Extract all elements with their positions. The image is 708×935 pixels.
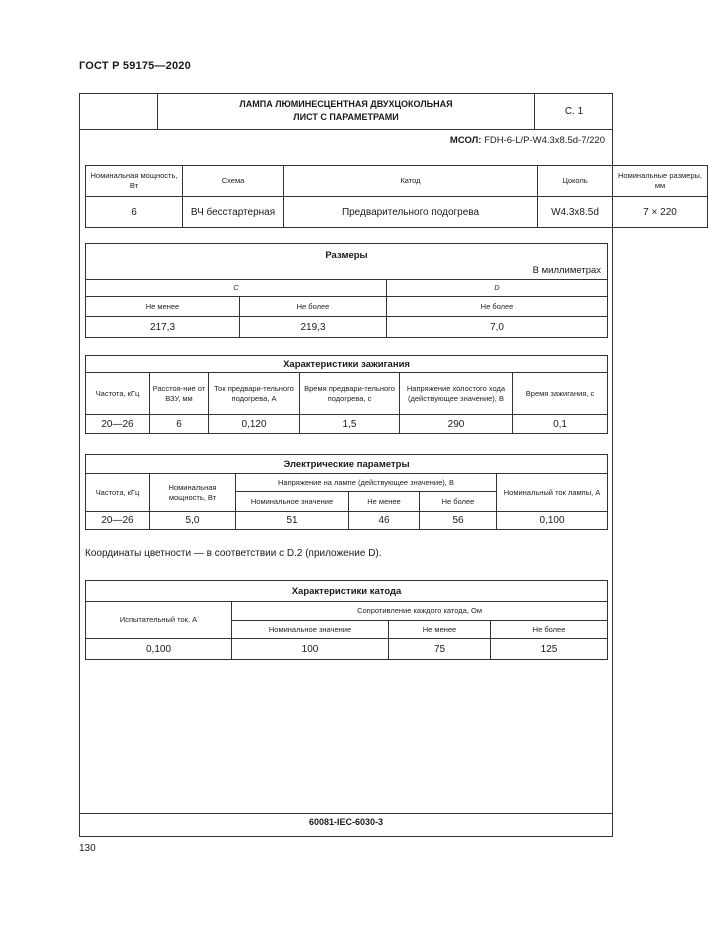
cell-el-min: 46 (349, 512, 420, 530)
header-dim-c: C (86, 280, 387, 297)
cathode-table (85, 580, 608, 660)
header-el-freq: Частота, кГц (86, 474, 150, 512)
header-el-max: Не более (420, 492, 497, 512)
header-el-min: Не менее (349, 492, 420, 512)
header-scheme: Схема (183, 166, 284, 197)
header-el-voltage: Напряжение на лампе (действующее значение), В (236, 474, 497, 492)
msol-value: FDH-6-L/P-W4.3x8.5d-7/220 (484, 135, 605, 146)
cell-ign-preheat-time: 1,5 (300, 415, 400, 434)
cell-ign-freq: 20—26 (86, 415, 150, 434)
header-el-power: Номинальная мощность, Вт (150, 474, 236, 512)
dimensions-title: Размеры (325, 250, 368, 261)
header-c-min: Не менее (86, 297, 240, 317)
cell-el-freq: 20—26 (86, 512, 150, 530)
cell-el-current: 0,100 (497, 512, 608, 530)
sheet-title (157, 93, 535, 129)
msol-designation (450, 135, 605, 146)
cell-ign-open-voltage: 290 (400, 415, 513, 434)
cell-cat-test-current: 0,100 (86, 639, 232, 660)
cell-d-max: 7,0 (387, 317, 608, 338)
cell-cathode: Предварительного подогрева (284, 197, 538, 228)
title-line-1: ЛАМПА ЛЮМИНЕСЦЕНТНАЯ ДВУХЦОКОЛЬНАЯ (239, 99, 453, 109)
msol-label: МСОЛ: (449, 135, 482, 146)
header-ign-time: Время зажигания, с (513, 373, 608, 415)
cell-ign-distance: 6 (150, 415, 209, 434)
header-el-current: Номинальный ток лампы, А (497, 474, 608, 512)
electrical-title: Электрические параметры (86, 455, 608, 474)
chromaticity-note: Координаты цветности — в соответствии с D.2 (приложение D). (85, 548, 382, 559)
cell-cat-nominal: 100 (232, 639, 389, 660)
header-cat-resistance: Сопротивление каждого катода, Ом (232, 602, 608, 621)
header-el-nominal: Номинальное значение (236, 492, 349, 512)
header-ign-preheat-current: Ток предвари-тельного подогрева, А (209, 373, 300, 415)
standard-code: ГОСТ Р 59175—2020 (79, 60, 191, 72)
cell-power: 6 (86, 197, 183, 228)
footer-code: 60081-IEC-6030-3 (308, 817, 384, 827)
cell-cat-min: 75 (389, 639, 491, 660)
header-size: Номинальные размеры, мм (613, 166, 708, 197)
header-ign-open-voltage: Напряжение холостого хода (действующее значение), В (400, 373, 513, 415)
header-dim-d: D (387, 280, 608, 297)
header-cat-nominal: Номинальное значение (232, 621, 389, 639)
cell-el-power: 5,0 (150, 512, 236, 530)
cell-ign-time: 0,1 (513, 415, 608, 434)
dimensions-unit: В миллиметрах (532, 265, 602, 276)
page-number: 130 (79, 843, 96, 854)
cell-el-nominal: 51 (236, 512, 349, 530)
header-cat-max: Не более (491, 621, 608, 639)
cell-size: 7 × 220 (613, 197, 708, 228)
dimensions-caption (86, 244, 608, 280)
ignition-table (85, 355, 608, 434)
header-cat-test-current: Испытательный ток, А (86, 602, 232, 639)
electrical-table (85, 454, 608, 530)
cell-scheme: ВЧ бесстартерная (183, 197, 284, 228)
header-ign-preheat-time: Время предвари-тельного подогрева, с (300, 373, 400, 415)
cell-ign-preheat-current: 0,120 (209, 415, 300, 434)
header-c-max: Не более (240, 297, 387, 317)
header-ign-distance: Расстоя-ние от ВЗУ, мм (150, 373, 209, 415)
ignition-title: Характеристики зажигания (86, 356, 608, 373)
cell-el-max: 56 (420, 512, 497, 530)
cell-base: W4.3x8.5d (538, 197, 613, 228)
cell-c-max: 219,3 (240, 317, 387, 338)
header-d-max: Не более (387, 297, 608, 317)
header-base: Цоколь (538, 166, 613, 197)
title-line-2: ЛИСТ С ПАРАМЕТРАМИ (293, 112, 399, 122)
cell-c-min: 217,3 (86, 317, 240, 338)
cathode-title: Характеристики катода (86, 581, 608, 602)
footer-divider (79, 813, 613, 814)
main-params-table (85, 165, 708, 228)
title-row (79, 93, 613, 130)
header-cathode: Катод (284, 166, 538, 197)
cell-cat-max: 125 (491, 639, 608, 660)
dimensions-table (85, 243, 608, 338)
header-power: Номинальная мощность, Вт (86, 166, 183, 197)
header-cat-min: Не менее (389, 621, 491, 639)
header-ign-freq: Частота, кГц (86, 373, 150, 415)
sheet-number: С. 1 (564, 105, 584, 117)
